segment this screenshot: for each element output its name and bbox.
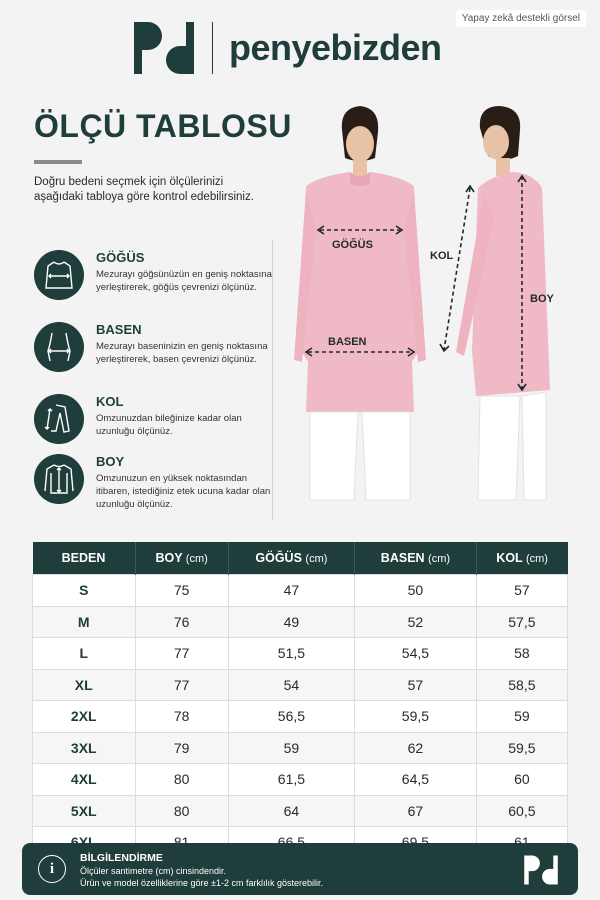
cell-length: 77 <box>135 669 228 701</box>
table-row <box>33 606 568 638</box>
hip-measure-icon <box>34 322 84 372</box>
cell-chest: 64 <box>228 795 354 827</box>
cell-chest: 54 <box>228 669 354 701</box>
brand-header <box>130 16 442 80</box>
table-row <box>33 669 568 701</box>
cell-chest: 61,5 <box>228 764 354 796</box>
cell-hip: 57 <box>355 669 477 701</box>
cell-hip: 54,5 <box>355 638 477 670</box>
cell-sleeve: 60,5 <box>476 795 567 827</box>
cell-chest: 56,5 <box>228 701 354 733</box>
cell-size: XL <box>33 669 136 701</box>
brand-logo-small-icon <box>522 853 560 892</box>
info-line-1: Ölçüler santimetre (cm) cinsindendir. <box>80 866 227 876</box>
cell-length: 76 <box>135 606 228 638</box>
model-photos <box>280 100 600 520</box>
cell-size: 5XL <box>33 795 136 827</box>
length-measure-icon <box>34 454 84 504</box>
guide-sleeve-text: Omzunuzdan bileğinize kadar olan uzunluğu ölçünüz. <box>96 413 242 437</box>
table-header-row <box>33 542 568 575</box>
cell-length: 80 <box>135 795 228 827</box>
table-row <box>33 638 568 670</box>
cell-size: 2XL <box>33 701 136 733</box>
guide-chest-text: Mezurayı göğsünüzün en geniş noktasına yerleştirerek, göğüs çevrenizi ölçünüz. <box>96 269 272 293</box>
cell-hip: 50 <box>355 575 477 607</box>
guide-sleeve-heading: KOL <box>96 394 124 409</box>
label-sleeve: KOL <box>430 250 454 262</box>
ai-generated-badge: Yapay zekâ destekli görsel <box>456 10 586 27</box>
cell-length: 77 <box>135 638 228 670</box>
cell-chest: 59 <box>228 732 354 764</box>
cell-sleeve: 60 <box>476 764 567 796</box>
brand-logo-icon <box>130 18 198 78</box>
label-length: BOY <box>530 293 554 305</box>
cell-length: 79 <box>135 732 228 764</box>
info-line-2: Ürün ve model özelliklerine göre ±1-2 cm farklılık gösterebilir. <box>80 878 324 888</box>
col-hip: BASEN (cm) <box>355 542 477 575</box>
guide-length-heading: BOY <box>96 454 125 469</box>
model-front <box>294 106 426 500</box>
cell-length: 75 <box>135 575 228 607</box>
cell-chest: 51,5 <box>228 638 354 670</box>
guide-hip-heading: BASEN <box>96 322 142 337</box>
cell-chest: 49 <box>228 606 354 638</box>
cell-sleeve: 57,5 <box>476 606 567 638</box>
guide-chest <box>34 250 279 300</box>
col-size: BEDEN <box>33 542 136 575</box>
guide-sleeve <box>34 394 279 444</box>
brand-name: penyebizden <box>229 27 442 68</box>
table-row <box>33 732 568 764</box>
guide-length-text: Omzunuzun en yüksek noktasından itibaren, istediğiniz etek ucuna kadar olan uzunluğu ölçünüz. <box>96 473 271 510</box>
cell-hip: 59,5 <box>355 701 477 733</box>
table-row <box>33 575 568 607</box>
info-panel <box>22 843 578 895</box>
table-row <box>33 701 568 733</box>
col-length: BOY (cm) <box>135 542 228 575</box>
label-chest: GÖĞÜS <box>332 239 373 251</box>
cell-sleeve: 59 <box>476 701 567 733</box>
col-chest: GÖĞÜS (cm) <box>228 542 354 575</box>
label-hip: BASEN <box>328 336 367 348</box>
cell-sleeve: 59,5 <box>476 732 567 764</box>
table-row <box>33 795 568 827</box>
guide-length <box>34 454 279 511</box>
table-row <box>33 764 568 796</box>
page-title: ÖLÇÜ TABLOSU <box>34 108 292 144</box>
cell-sleeve: 58 <box>476 638 567 670</box>
cell-length: 80 <box>135 764 228 796</box>
guide-hip-text: Mezurayı baseninizin en geniş noktasına yerleştirerek, basen çevrenizi ölçünüz. <box>96 341 268 365</box>
chest-measure-icon <box>34 250 84 300</box>
model-illustration <box>280 100 600 520</box>
cell-size: S <box>33 575 136 607</box>
cell-hip: 62 <box>355 732 477 764</box>
cell-hip: 52 <box>355 606 477 638</box>
guide-chest-heading: GÖĞÜS <box>96 250 145 265</box>
col-sleeve: KOL (cm) <box>476 542 567 575</box>
info-title: BİLGİLENDİRME <box>80 852 163 864</box>
cell-sleeve: 58,5 <box>476 669 567 701</box>
cell-chest: 47 <box>228 575 354 607</box>
intro-text: Doğru bedeni seçmek için ölçülerinizi aşağıdaki tabloya göre kontrol edebilirsiniz. <box>34 176 254 203</box>
guide-hip <box>34 322 279 372</box>
cell-hip: 64,5 <box>355 764 477 796</box>
info-icon: i <box>38 855 66 883</box>
title-underline <box>34 160 82 164</box>
cell-hip: 67 <box>355 795 477 827</box>
cell-length: 78 <box>135 701 228 733</box>
cell-size: M <box>33 606 136 638</box>
section-divider <box>272 240 273 520</box>
cell-sleeve: 57 <box>476 575 567 607</box>
cell-size: 3XL <box>33 732 136 764</box>
cell-size: L <box>33 638 136 670</box>
size-table <box>32 542 568 859</box>
cell-size: 4XL <box>33 764 136 796</box>
logo-divider <box>212 22 213 74</box>
sleeve-measure-icon <box>34 394 84 444</box>
